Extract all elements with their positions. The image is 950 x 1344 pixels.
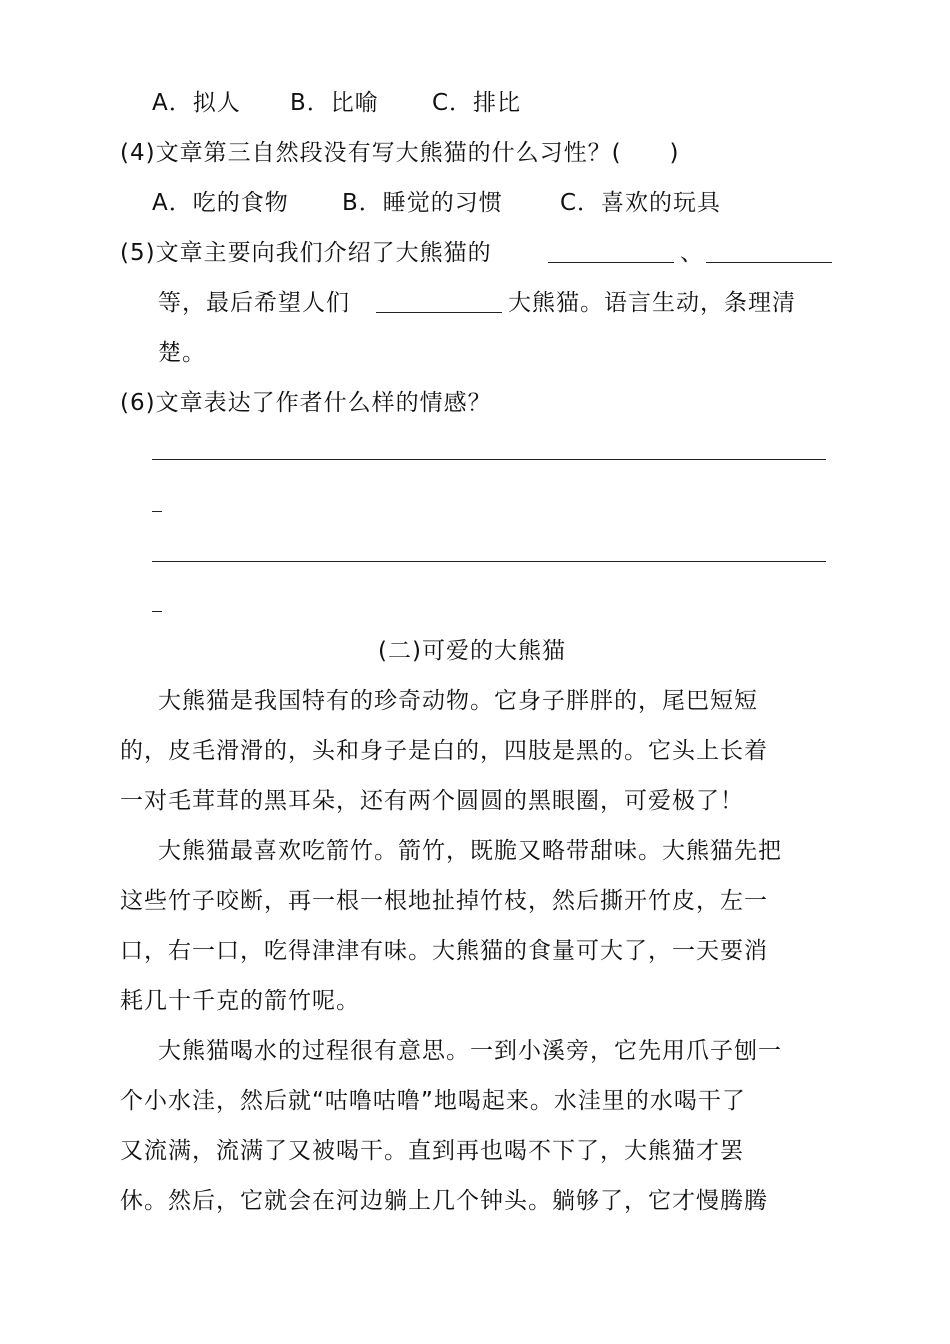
q4-stem: (4)文章第三自然段没有写大熊猫的什么习性？( ) [120,140,680,166]
q4-option-b: B．睡觉的习惯 [342,190,503,216]
passage-line: 一对毛茸茸的黑耳朵，还有两个圆圆的黑眼圈，可爱极了！ [120,788,744,814]
passage-line: 大熊猫是我国特有的珍奇动物。它身子胖胖的，尾巴短短 [158,688,758,714]
q6-answer-line-2-tail [152,611,162,612]
q6-answer-line-2[interactable] [152,561,826,562]
q3-option-b: B．比喻 [290,90,379,116]
q5-stem-line2b: 大熊猫。语言生动，条理清 [508,290,796,316]
q3-option-a: A．拟人 [152,90,241,116]
q5-blank-1[interactable] [548,262,674,263]
q6-answer-line-1[interactable] [152,459,826,460]
q4-option-a: A．吃的食物 [152,190,289,216]
passage-line: 个小水洼，然后就“咕噜咕噜”地喝起来。水洼里的水喝干了 [120,1088,746,1114]
q3-option-c: C．排比 [432,90,522,116]
passage-line: 大熊猫最喜欢吃箭竹。箭竹，既脆又略带甜味。大熊猫先把 [158,838,782,864]
passage-line: 休。然后，它就会在河边躺上几个钟头。躺够了，它才慢腾腾 [120,1188,768,1214]
q6-answer-line-1-tail [152,511,162,512]
passage-line: 口，右一口，吃得津津有味。大熊猫的食量可大了，一天要消 [120,938,768,964]
q5-stem-line1: (5)文章主要向我们介绍了大熊猫的 [120,240,492,266]
q5-stem-line3: 楚。 [158,340,206,366]
passage-line: 大熊猫喝水的过程很有意思。一到小溪旁，它先用爪子刨一 [158,1038,782,1064]
passage-line: 耗几十千克的箭竹呢。 [120,988,360,1014]
passage-line: 又流满，流满了又被喝干。直到再也喝不下了，大熊猫才罢 [120,1138,744,1164]
passage-title: (二)可爱的大熊猫 [378,638,566,664]
q5-stem-line2a: 等，最后希望人们 [158,290,350,316]
q5-blank-3[interactable] [376,312,502,313]
passage-line: 的，皮毛滑滑的，头和身子是白的，四肢是黑的。它头上长着 [120,738,768,764]
q4-option-c: C．喜欢的玩具 [560,190,722,216]
q5-blank-2[interactable] [706,262,832,263]
q6-stem: (6)文章表达了作者什么样的情感？ [120,390,492,416]
q5-separator: 、 [680,240,704,266]
passage-line: 这些竹子咬断，再一根一根地扯掉竹枝，然后撕开竹皮，左一 [120,888,768,914]
